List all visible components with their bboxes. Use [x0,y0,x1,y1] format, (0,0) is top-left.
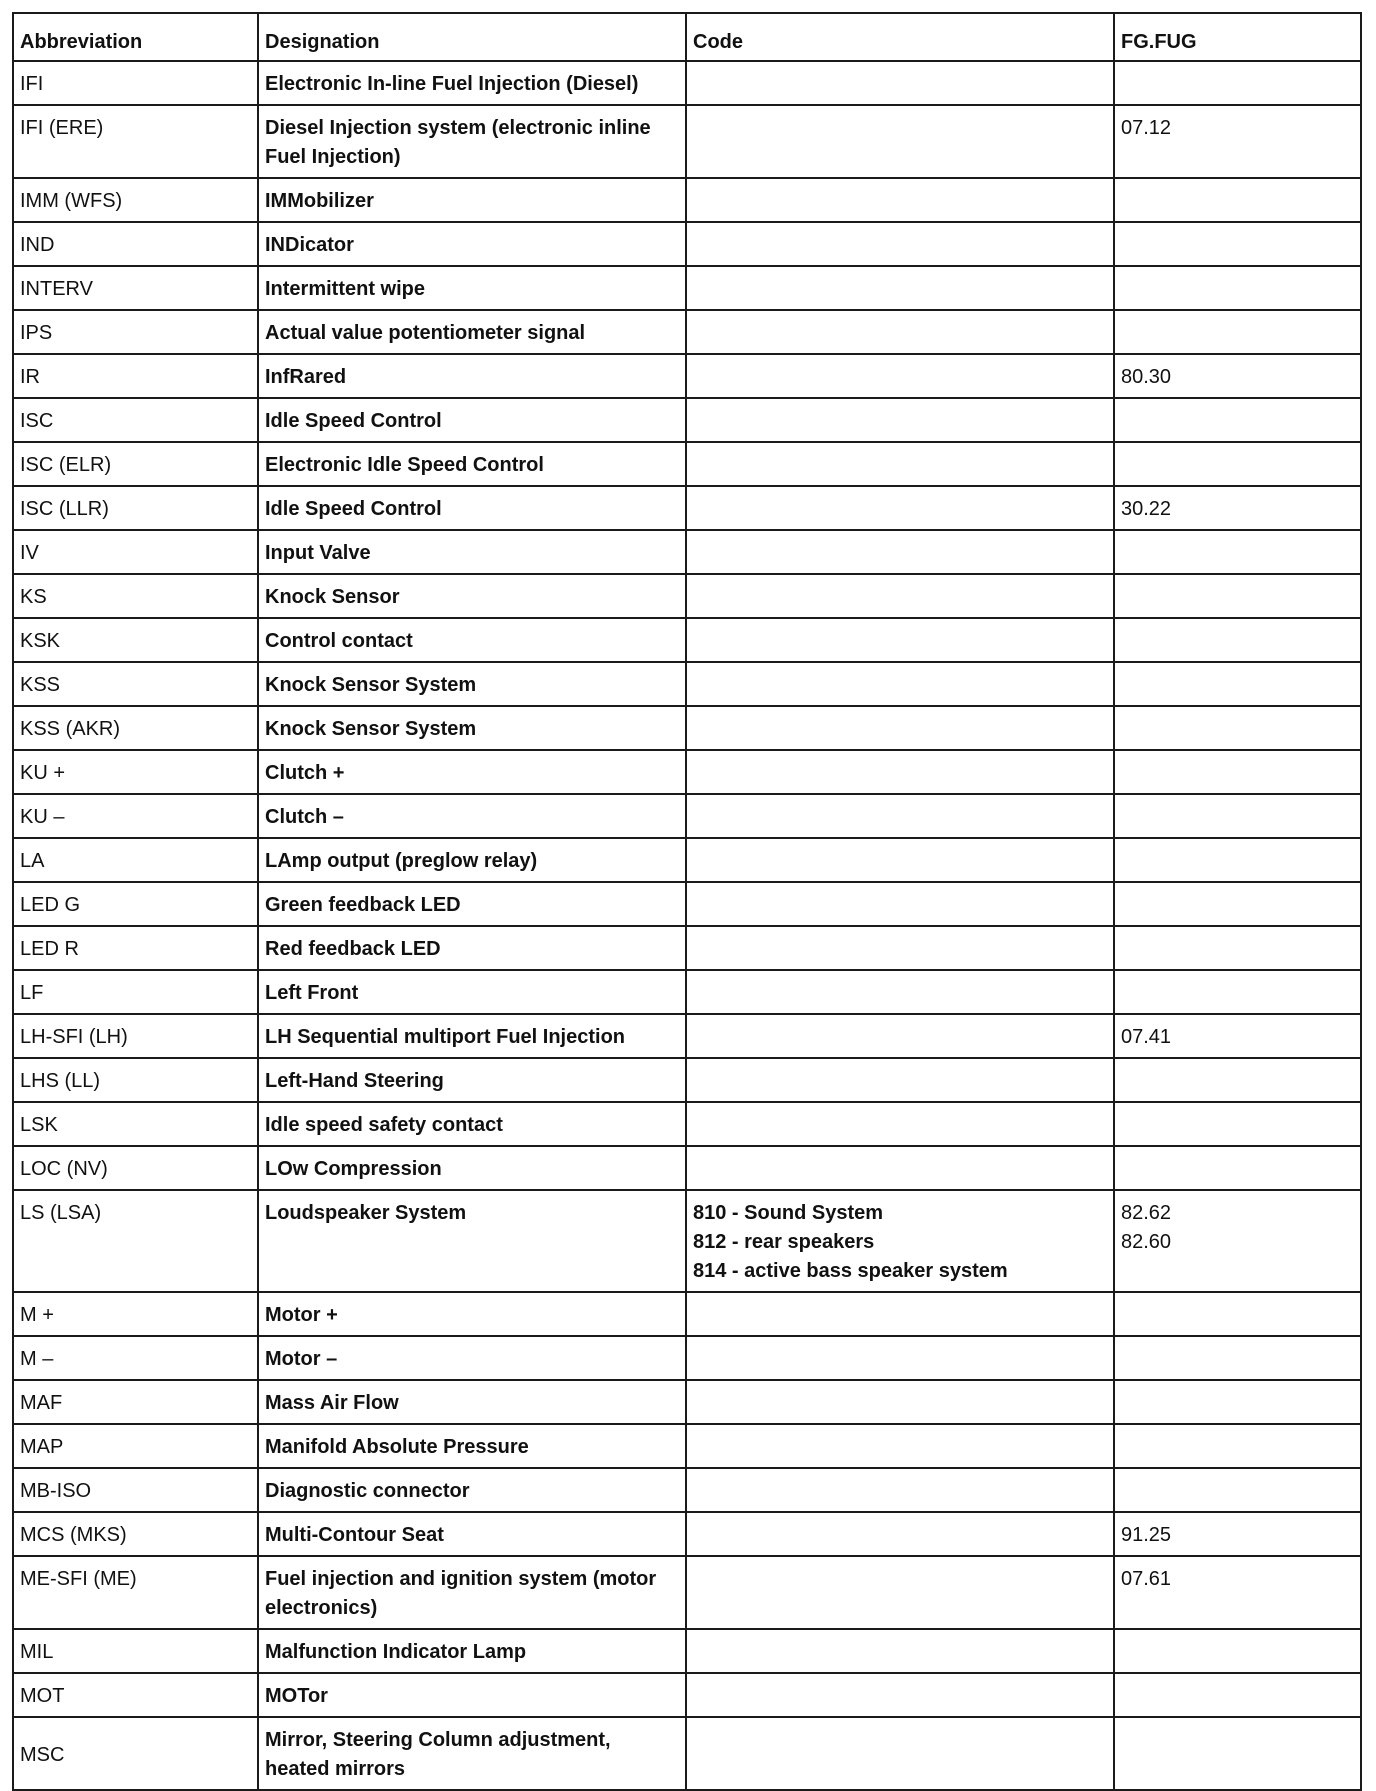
cell-abbreviation: INTERV [13,266,258,310]
cell-code [686,61,1114,105]
cell-fgfug [1114,1629,1361,1673]
cell-abbreviation: ME-SFI (ME) [13,1556,258,1629]
fgfug-line: 80.30 [1121,366,1172,388]
cell-designation: Control contact [258,618,686,662]
cell-abbreviation: MAF [13,1380,258,1424]
table-row [13,970,1361,1014]
cell-abbreviation: MAP [13,1424,258,1468]
cell-designation: Mirror, Steering Column adjustment, heated mirrors [258,1717,686,1790]
cell-fgfug [1114,266,1361,310]
table-header-row [13,13,1361,61]
cell-designation: Idle Speed Control [258,398,686,442]
cell-abbreviation: ISC (ELR) [13,442,258,486]
cell-code [686,266,1114,310]
table-row [13,1717,1361,1790]
cell-code [686,1292,1114,1336]
table-row [13,1424,1361,1468]
table-row [13,266,1361,310]
cell-fgfug [1114,574,1361,618]
table-row [13,398,1361,442]
cell-designation: Left Front [258,970,686,1014]
cell-abbreviation: KSS [13,662,258,706]
cell-fgfug [1114,1380,1361,1424]
table-row [13,442,1361,486]
table-row [13,486,1361,530]
table-row [13,750,1361,794]
table-row [13,1336,1361,1380]
header-fgfug: FG.FUG [1114,13,1361,61]
cell-abbreviation: IFI [13,61,258,105]
abbreviation-page [12,12,1360,1791]
code-line: 812 - rear speakers [693,1231,875,1253]
cell-code [686,442,1114,486]
table-row [13,662,1361,706]
cell-code [686,1717,1114,1790]
cell-abbreviation: KSS (AKR) [13,706,258,750]
table-row [13,310,1361,354]
cell-code [686,1102,1114,1146]
cell-abbreviation: MIL [13,1629,258,1673]
cell-fgfug [1114,1468,1361,1512]
cell-abbreviation: LHS (LL) [13,1058,258,1102]
cell-designation: IMMobilizer [258,178,686,222]
table-row [13,838,1361,882]
fgfug-line: 91.25 [1121,1524,1172,1546]
table-row [13,574,1361,618]
cell-fgfug [1114,618,1361,662]
table-row [13,706,1361,750]
cell-code [686,1014,1114,1058]
cell-fgfug [1114,222,1361,266]
cell-code [686,882,1114,926]
cell-fgfug [1114,1673,1361,1717]
cell-abbreviation: KU + [13,750,258,794]
cell-fgfug [1114,1058,1361,1102]
cell-code [686,1673,1114,1717]
cell-designation: Malfunction Indicator Lamp [258,1629,686,1673]
table-row [13,1629,1361,1673]
code-line: 814 - active bass speaker system [693,1260,1008,1282]
fgfug-line: 82.62 [1121,1202,1172,1224]
table-row [13,178,1361,222]
table-row [13,1380,1361,1424]
cell-abbreviation: MCS (MKS) [13,1512,258,1556]
cell-designation: Idle speed safety contact [258,1102,686,1146]
cell-code [686,1629,1114,1673]
cell-fgfug [1114,1717,1361,1790]
cell-fgfug [1114,882,1361,926]
cell-fgfug [1114,1190,1361,1292]
table-row [13,530,1361,574]
cell-code [686,1058,1114,1102]
cell-abbreviation: MSC [13,1717,258,1790]
cell-fgfug [1114,1292,1361,1336]
cell-code [686,310,1114,354]
cell-fgfug [1114,1102,1361,1146]
cell-code [686,222,1114,266]
cell-abbreviation: LA [13,838,258,882]
cell-designation: Multi-Contour Seat [258,1512,686,1556]
cell-abbreviation: IND [13,222,258,266]
cell-designation: Intermittent wipe [258,266,686,310]
cell-abbreviation: MOT [13,1673,258,1717]
cell-abbreviation: MB-ISO [13,1468,258,1512]
cell-fgfug [1114,61,1361,105]
cell-abbreviation: IMM (WFS) [13,178,258,222]
cell-abbreviation: KS [13,574,258,618]
cell-fgfug [1114,178,1361,222]
table-row [13,105,1361,178]
cell-designation: Idle Speed Control [258,486,686,530]
cell-fgfug [1114,838,1361,882]
cell-designation: LH Sequential multiport Fuel Injection [258,1014,686,1058]
cell-code [686,618,1114,662]
cell-fgfug [1114,1146,1361,1190]
table-row [13,1102,1361,1146]
cell-fgfug [1114,662,1361,706]
table-row [13,354,1361,398]
cell-abbreviation: LSK [13,1102,258,1146]
cell-abbreviation: LH-SFI (LH) [13,1014,258,1058]
cell-fgfug [1114,970,1361,1014]
table-body [13,61,1361,1790]
cell-designation: Diesel Injection system (electronic inline Fuel Injection) [258,105,686,178]
cell-abbreviation: IV [13,530,258,574]
cell-abbreviation: KSK [13,618,258,662]
cell-abbreviation: LED R [13,926,258,970]
cell-code [686,105,1114,178]
cell-abbreviation: M + [13,1292,258,1336]
cell-abbreviation: IFI (ERE) [13,105,258,178]
cell-designation: Motor + [258,1292,686,1336]
cell-fgfug [1114,1512,1361,1556]
fgfug-line: 07.41 [1121,1026,1172,1048]
cell-designation: Mass Air Flow [258,1380,686,1424]
cell-designation: Manifold Absolute Pressure [258,1424,686,1468]
cell-designation: Clutch – [258,794,686,838]
cell-designation: InfRared [258,354,686,398]
fgfug-line: 30.22 [1121,498,1172,520]
table-row [13,926,1361,970]
cell-fgfug [1114,442,1361,486]
cell-designation: Input Valve [258,530,686,574]
cell-code [686,794,1114,838]
table-row [13,1058,1361,1102]
cell-code [686,926,1114,970]
cell-designation: Knock Sensor System [258,706,686,750]
table-row [13,1146,1361,1190]
cell-designation: Clutch + [258,750,686,794]
cell-designation: Electronic In-line Fuel Injection (Diesel) [258,61,686,105]
cell-fgfug [1114,926,1361,970]
table-row [13,61,1361,105]
cell-code [686,1468,1114,1512]
fgfug-line: 07.12 [1121,117,1172,139]
cell-designation: Knock Sensor System [258,662,686,706]
header-abbreviation: Abbreviation [13,13,258,61]
cell-designation: Actual value potentiometer signal [258,310,686,354]
cell-code [686,706,1114,750]
cell-abbreviation: KU – [13,794,258,838]
table-row [13,1468,1361,1512]
cell-code [686,1380,1114,1424]
cell-code [686,1512,1114,1556]
table-row [13,1512,1361,1556]
cell-fgfug [1114,310,1361,354]
cell-code [686,398,1114,442]
table-row [13,794,1361,838]
table-row [13,1556,1361,1629]
cell-designation: Left-Hand Steering [258,1058,686,1102]
cell-fgfug [1114,398,1361,442]
cell-fgfug [1114,1556,1361,1629]
table-row [13,618,1361,662]
cell-abbreviation: M – [13,1336,258,1380]
cell-fgfug [1114,1424,1361,1468]
cell-abbreviation: LF [13,970,258,1014]
cell-designation: Green feedback LED [258,882,686,926]
cell-code [686,1556,1114,1629]
cell-code [686,1336,1114,1380]
cell-fgfug [1114,1014,1361,1058]
cell-designation: Loudspeaker System [258,1190,686,1292]
table-row [13,1014,1361,1058]
cell-code [686,486,1114,530]
cell-abbreviation: IPS [13,310,258,354]
cell-abbreviation: LOC (NV) [13,1146,258,1190]
abbreviation-table [12,12,1362,1791]
cell-designation: Knock Sensor [258,574,686,618]
cell-code [686,838,1114,882]
fgfug-line: 07.61 [1121,1568,1172,1590]
table-row [13,882,1361,926]
cell-code [686,1190,1114,1292]
cell-fgfug [1114,706,1361,750]
cell-abbreviation: IR [13,354,258,398]
cell-code [686,662,1114,706]
table-row [13,1292,1361,1336]
cell-designation: LAmp output (preglow relay) [258,838,686,882]
cell-designation: Motor – [258,1336,686,1380]
cell-code [686,574,1114,618]
table-row [13,1673,1361,1717]
cell-designation: Fuel injection and ignition system (motor electronics) [258,1556,686,1629]
cell-code [686,970,1114,1014]
cell-fgfug [1114,530,1361,574]
cell-designation: LOw Compression [258,1146,686,1190]
cell-abbreviation: ISC (LLR) [13,486,258,530]
cell-code [686,178,1114,222]
cell-fgfug [1114,1336,1361,1380]
cell-code [686,750,1114,794]
cell-fgfug [1114,794,1361,838]
table-row [13,1190,1361,1292]
fgfug-line: 82.60 [1121,1231,1172,1253]
cell-code [686,354,1114,398]
cell-designation: INDicator [258,222,686,266]
cell-code [686,530,1114,574]
cell-fgfug [1114,105,1361,178]
header-designation: Designation [258,13,686,61]
table-row [13,222,1361,266]
cell-fgfug [1114,354,1361,398]
cell-fgfug [1114,750,1361,794]
cell-code [686,1424,1114,1468]
cell-designation: Diagnostic connector [258,1468,686,1512]
cell-designation: Red feedback LED [258,926,686,970]
cell-abbreviation: ISC [13,398,258,442]
cell-abbreviation: LED G [13,882,258,926]
cell-designation: MOTor [258,1673,686,1717]
cell-abbreviation: LS (LSA) [13,1190,258,1292]
cell-code [686,1146,1114,1190]
code-line: 810 - Sound System [693,1202,884,1224]
cell-designation: Electronic Idle Speed Control [258,442,686,486]
header-code: Code [686,13,1114,61]
cell-fgfug [1114,486,1361,530]
